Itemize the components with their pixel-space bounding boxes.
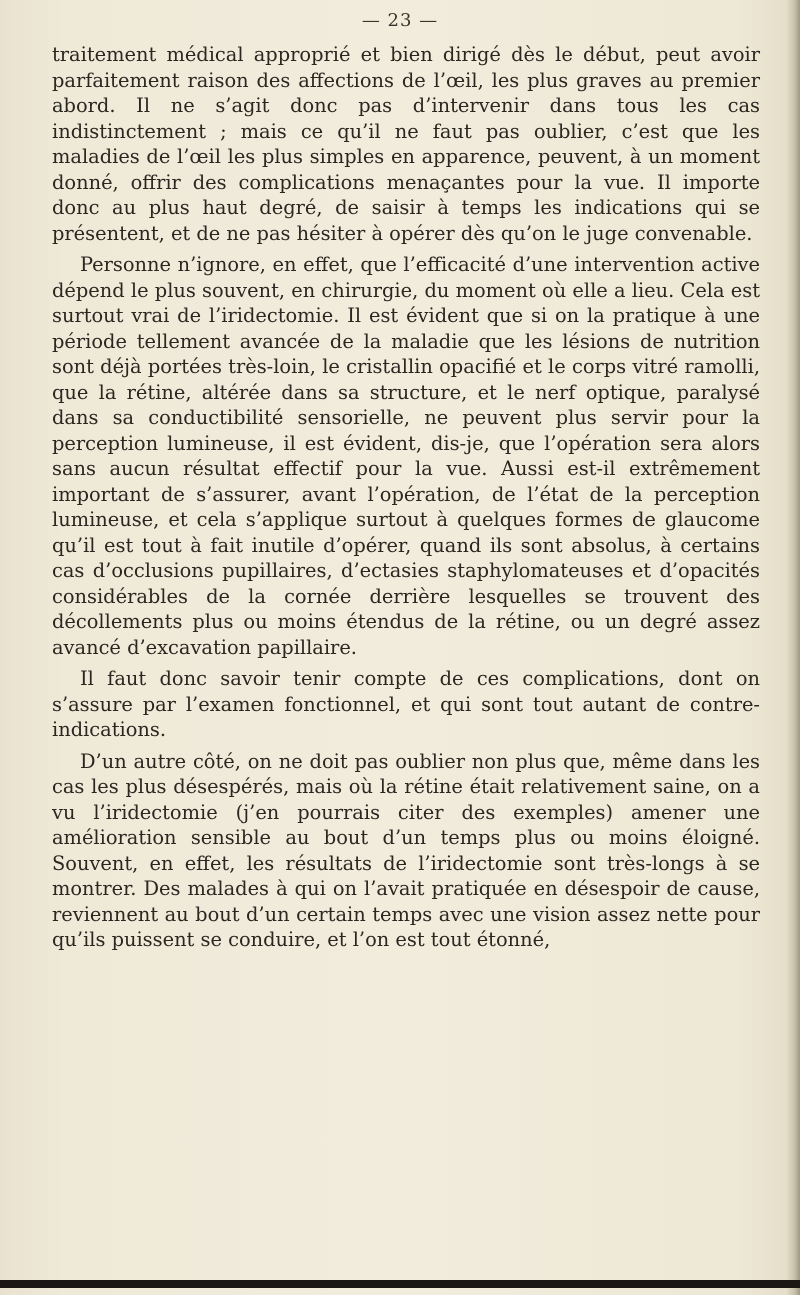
paragraph-3: Il faut donc savoir tenir compte de ces complications, dont on s’assure par l’examen fonctionnel, et qui sont tout autant de contre-indications. bbox=[52, 667, 760, 741]
page-edge-shadow bbox=[786, 0, 800, 1295]
bottom-border bbox=[0, 1280, 800, 1288]
page-number: — 23 — bbox=[361, 10, 439, 31]
paragraph-1: traitement médical approprié et bien dirigé dès le début, peut avoir parfaitement raison des affections de l’œil, les plus graves au premier abord. Il ne s’agit donc pas d’intervenir dans tous les cas indistinctement ; mais ce qu’il ne faut pas oublier, c’est que les maladies de l’œil les plus simples en apparence, peuvent, à un moment donné, offrir des complications menaçantes pour la vue. Il importe donc au plus haut degré, de saisir à temps les indications qui se présentent, et de ne pas hésiter à opérer dès qu’on le juge convenable. bbox=[52, 43, 760, 245]
paragraph-4: D’un autre côté, on ne doit pas oublier non plus que, même dans les cas les plus désespérés, mais où la rétine était relativement saine, on a vu l’iridectomie (j’en pourrais citer des exemples) amener une amélioration sensible au bout d’un temps plus ou moins éloigné. Souvent, en effet, les résultats de l’iridectomie sont très-longs à se montrer. Des malades à qui on l’avait pratiquée en désespoir de cause, reviennent au bout d’un certain temps avec une vision assez nette pour qu’ils puissent se conduire, et l’on est tout étonné, bbox=[52, 749, 760, 951]
body-text bbox=[52, 42, 760, 953]
paragraph-2: Personne n’ignore, en effet, que l’efficacité d’une intervention active dépend le plus souvent, en chirurgie, du moment où elle a lieu. Cela est surtout vrai de l’iridectomie. Il est évident que si on la pratique à une période tellement avancée de la maladie que les lésions de nutrition sont déjà portées très-loin, le cristallin opacifié et le corps vitré ramolli, que la rétine, altérée dans sa structure, et le nerf optique, paralysé dans sa conductibilité sensorielle, ne peuvent plus servir pour la perception lumineuse, il est évident, dis-je, que l’opération sera alors sans aucun résultat effectif pour la vue. Aussi est-il extrêmement important de s’assurer, avant l’opération, de l’état de la perception lumineuse, et cela s’applique surtout à quelques formes de glaucome qu’il est tout à fait inutile d’opérer, quand ils sont absolus, à certains cas d’occlusions pupillaires, d’ectasies staphylomateuses et d’opacités considérables de la cornée derrière lesquelles se trouvent des décollements plus ou moins étendus de la rétine, ou un degré assez avancé d’excavation papillaire. bbox=[52, 253, 760, 659]
